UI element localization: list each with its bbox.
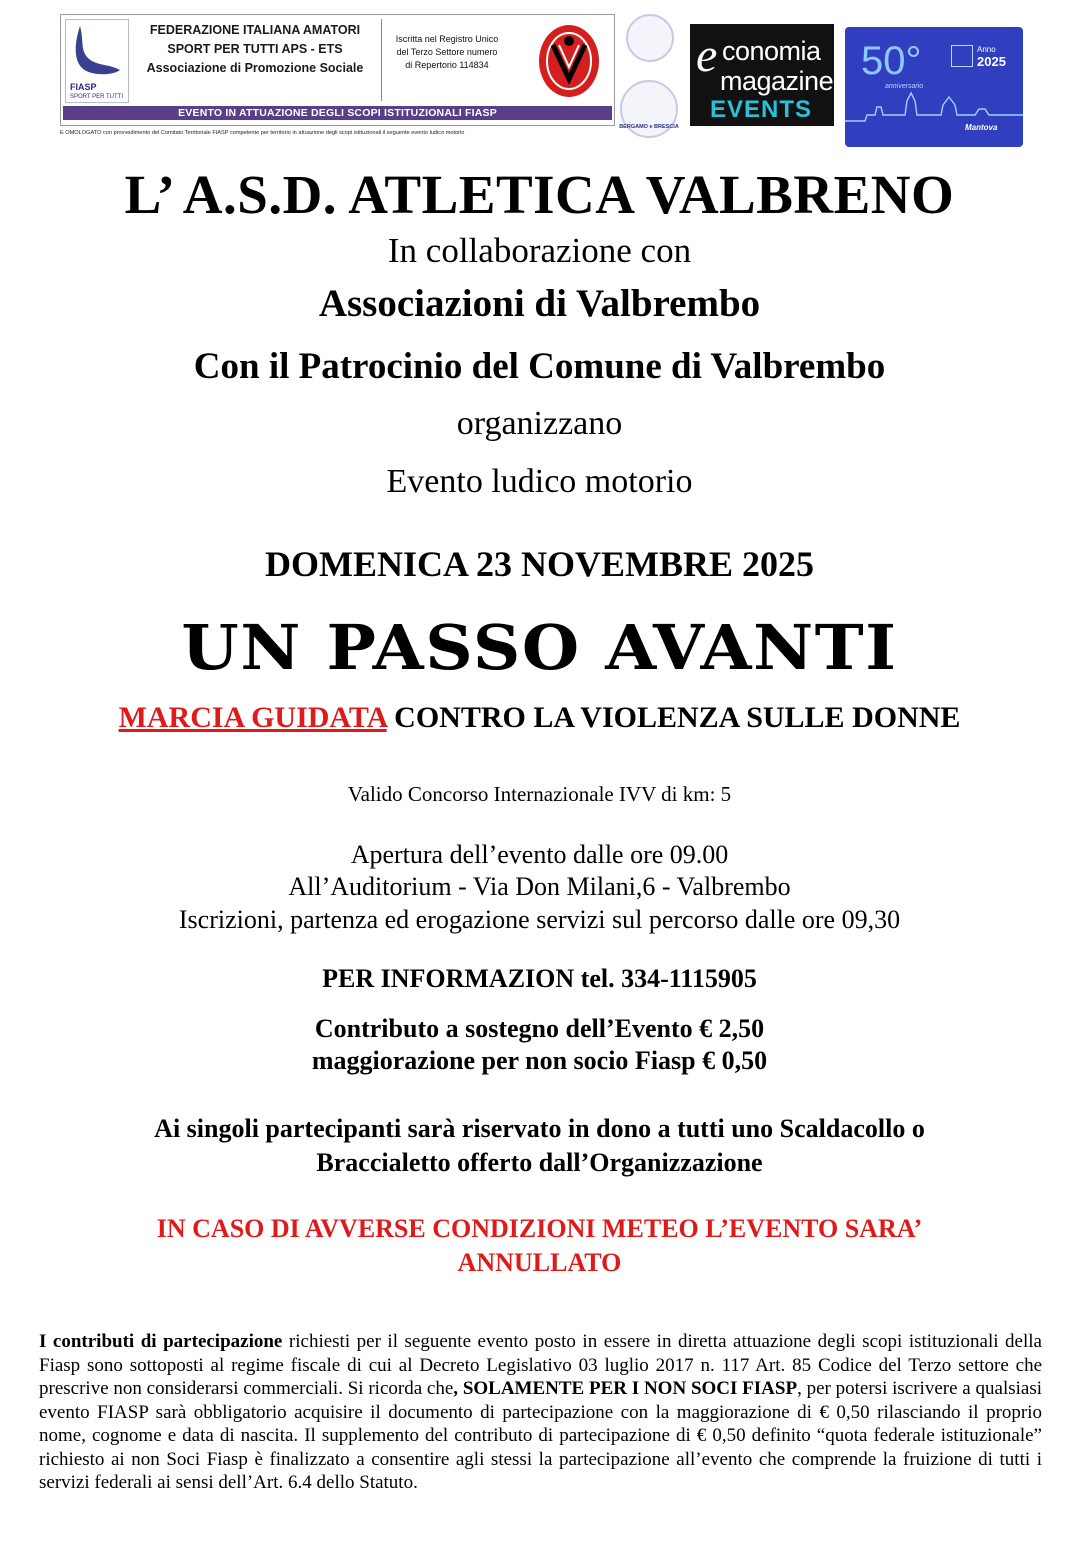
gift-line-1: Ai singoli partecipanti sarà riservato in dono a tutti uno Scaldacollo o <box>154 1114 925 1143</box>
anniversary-city: Mantova <box>965 123 998 132</box>
event-subtitle <box>0 701 1079 735</box>
weather-warning-line-2: ANNULLATO <box>457 1248 622 1277</box>
note-bold-middle: , SOLAMENTE PER I NON SOCI FIASP <box>453 1378 798 1399</box>
gift-line-2: Braccialetto offerto dall’Organizzazione <box>316 1148 763 1177</box>
anniversary-word: anniversario <box>885 83 924 90</box>
opening-time: Apertura dell’evento dalle ore 09.00 <box>350 840 729 869</box>
subtitle-highlight: MARCIA GUIDATA <box>118 701 387 734</box>
magazine-m-glyph: m <box>720 66 742 96</box>
magazine-rest: agazine <box>742 66 834 96</box>
fiasp-logo-text: FIASP <box>70 82 97 92</box>
organize-verb: organizzano <box>456 405 623 442</box>
event-type: Evento ludico motorio <box>386 463 693 500</box>
registry-line-2: del Terzo Settore numero <box>396 47 498 57</box>
city-skyline-icon <box>845 87 1023 127</box>
fiscal-note <box>39 1330 1042 1495</box>
ivv-validity: Valido Concorso Internazionale IVV di km: 5 <box>347 782 732 806</box>
federation-name <box>135 21 375 78</box>
subtitle-rest: CONTRO LA VIOLENZA SULLE DONNE <box>386 701 961 734</box>
magazine-word <box>720 66 833 97</box>
economia-e-glyph: e <box>696 29 718 82</box>
fiasp-header-banner <box>60 14 615 126</box>
economia-magazine-logo <box>690 24 834 126</box>
organizer-title: L’ A.S.D. ATLETICA VALBRENO <box>124 164 955 225</box>
federation-line-2: SPORT PER TUTTI APS - ETS <box>167 42 343 56</box>
fee-surcharge: maggiorazione per non socio Fiasp € 0,50 <box>311 1046 768 1075</box>
anniversary-year: 2025 <box>977 54 1006 69</box>
event-title: UN PASSO AVANTI <box>181 611 898 684</box>
event-date: DOMENICA 23 NOVEMBRE 2025 <box>264 544 815 584</box>
patronage: Con il Patrocinio del Comune di Valbrembo <box>193 346 886 387</box>
fiasp-logo-subtext: SPORT PER TUTTI <box>70 94 124 100</box>
anniversary-number: 50° <box>861 39 922 83</box>
committee-label: BERGAMO e BRESCIA <box>619 124 679 130</box>
note-text-2: , per potersi iscrivere a qualsiasi evento FIASP sarà obbligatorio acquisire il documento di partecipazione con la maggiorazione di € 0,50 rilasciando il proprio nome, cognome e data di nascita. Il supplemento del contributo di partecipazione di € 0,50 definito “quota federale istituzionale” richiesto ai non Soci Fiasp è finalizzato a consentire agli stessi la partecipazione all’evento che comprende la fruizione di tutti i servizi federali ai sensi dell’Art. 6.4 dello Statuto. <box>39 1378 1042 1493</box>
federation-line-1: FEDERAZIONE ITALIANA AMATORI <box>149 23 361 37</box>
header-divider <box>381 19 382 101</box>
fiasp-logo <box>65 19 129 103</box>
federation-line-3: Associazione di Promozione Sociale <box>146 61 364 75</box>
anniversary-fiasp-mark-icon <box>951 45 973 67</box>
runner-foot-icon <box>66 20 128 82</box>
weather-warning-line-1: IN CASO DI AVVERSE CONDIZIONI METEO L’EVENTO SARA’ <box>156 1214 923 1243</box>
anniversary-logo <box>845 27 1023 147</box>
note-text-1: richiesti per il seguente evento posto in essere in diretta attuazione degli scopi istituzionali della Fiasp sono sottoposti al regime fiscale di cui al Decreto Legislativo 03 luglio 2017 n. 117 Art. 85 Codice del Terzo settore che prescrive non considerarsi commerciali. Si ricorda che <box>39 1331 1042 1399</box>
event-band: EVENTO IN ATTUAZIONE DEGLI SCOPI ISTITUZIONALI FIASP <box>63 106 612 120</box>
participation-fee: Contributo a sostegno dell’Evento € 2,50 <box>314 1014 765 1043</box>
ivv-logo-icon <box>537 23 601 99</box>
collaboration-intro: In collaborazione con <box>387 231 692 270</box>
events-word: EVENTS <box>710 96 813 123</box>
anniversary-anno-label: Anno <box>977 45 996 54</box>
note-bold-start: I contributi di partecipazione <box>39 1331 283 1352</box>
omologato-note: È OMOLOGATO con provvedimento del Comitato Territoriale FIASP competente per territorio in attuazione degli scopi istituzionali il seguente evento ludico motorio <box>60 130 465 136</box>
registration-time: Iscrizioni, partenza ed erogazione servizi sul percorso dalle ore 09,30 <box>178 905 901 934</box>
economia-word: conomia <box>722 36 821 66</box>
fiasp-committee-logo-icon <box>626 14 674 62</box>
registry-line-3: di Repertorio 114834 <box>405 60 489 70</box>
registry-line-1: Iscritta nel Registro Unico <box>395 34 499 44</box>
info-phone: PER INFORMAZION tel. 334-1115905 <box>322 964 757 993</box>
registry-info <box>383 33 511 72</box>
venue: All’Auditorium - Via Don Milani,6 - Valbrembo <box>288 872 791 901</box>
collaboration-name: Associazioni di Valbrembo <box>318 282 761 325</box>
